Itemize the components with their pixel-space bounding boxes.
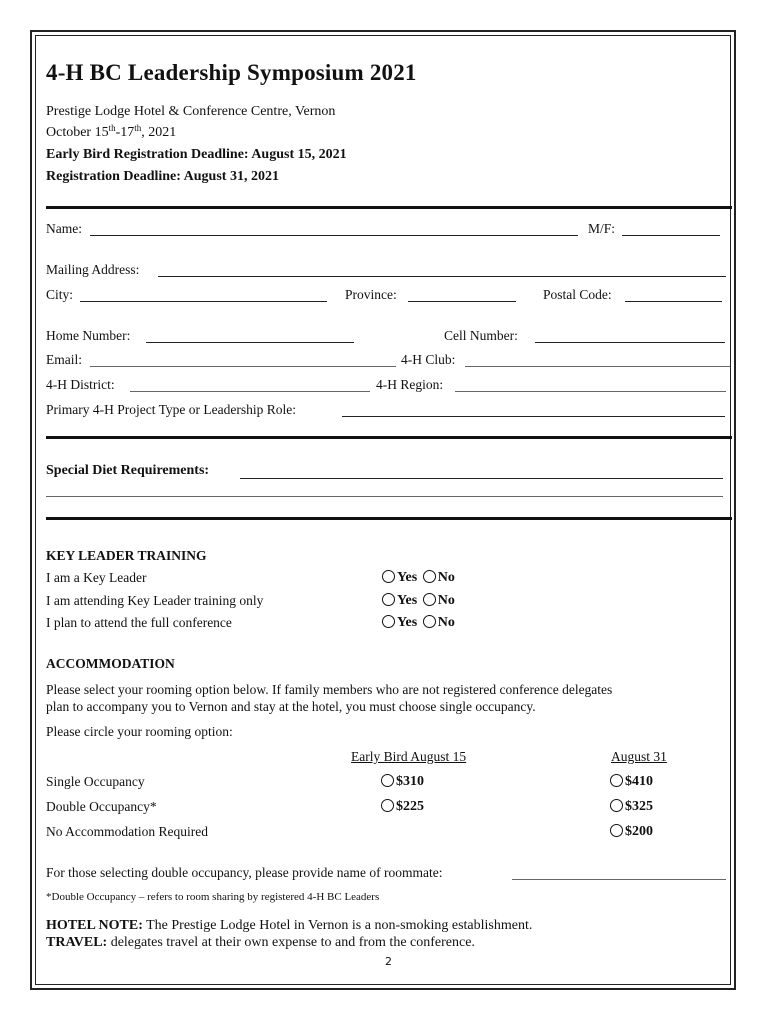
single-occupancy-label: Single Occupancy <box>46 774 145 789</box>
project-role-field[interactable] <box>342 416 725 417</box>
yes-radio[interactable] <box>382 615 395 628</box>
travel-note-label: TRAVEL: <box>46 935 108 950</box>
no-label: No <box>437 570 455 585</box>
event-dates: October 15th-17th, 2021 <box>46 123 177 140</box>
city-label: City: <box>46 287 74 302</box>
no-accommodation-radio[interactable] <box>610 824 623 837</box>
postal-code-label: Postal Code: <box>543 287 612 302</box>
yes-label: Yes <box>397 570 418 585</box>
yes-label: Yes <box>397 593 418 608</box>
club-field[interactable] <box>465 366 730 367</box>
double-regular-option <box>610 799 653 815</box>
mf-label: M/F: <box>588 221 616 236</box>
yes-radio[interactable] <box>382 570 395 583</box>
no-radio[interactable] <box>423 570 436 583</box>
price-label: $410 <box>625 774 653 789</box>
gender-field[interactable] <box>622 235 720 236</box>
diet-label: Special Diet Requirements: <box>46 463 210 478</box>
email-label: Email: <box>46 352 82 367</box>
single-regular-radio[interactable] <box>610 774 623 787</box>
roommate-field[interactable] <box>512 879 726 880</box>
region-field[interactable] <box>455 391 726 392</box>
accommodation-heading: ACCOMMODATION <box>46 656 175 671</box>
price-label: $310 <box>396 774 424 789</box>
home-number-label: Home Number: <box>46 328 131 343</box>
no-radio[interactable] <box>423 615 436 628</box>
key-leader-options <box>382 570 455 586</box>
postal-code-field[interactable] <box>625 301 722 302</box>
section-divider <box>46 517 732 520</box>
email-field[interactable] <box>90 366 396 367</box>
region-label: 4-H Region: <box>376 377 444 392</box>
club-label: 4-H Club: <box>401 352 456 367</box>
travel-note-text: delegates travel at their own expense to and from the conference. <box>107 935 475 950</box>
single-regular-option <box>610 774 653 790</box>
page-title: 4-H BC Leadership Symposium 2021 <box>46 60 417 85</box>
double-regular-radio[interactable] <box>610 799 623 812</box>
double-early-option <box>381 799 424 815</box>
city-field[interactable] <box>80 301 327 302</box>
cell-number-label: Cell Number: <box>444 328 518 343</box>
early-bird-deadline: Early Bird Registration Deadline: August 15, 2021 <box>46 147 347 162</box>
training-only-question: I am attending Key Leader training only <box>46 593 264 608</box>
district-label: 4-H District: <box>46 377 115 392</box>
yes-radio[interactable] <box>382 593 395 606</box>
price-label: $325 <box>625 799 653 814</box>
double-occupancy-footnote: *Double Occupancy – refers to room sharing by registered 4-H BC Leaders <box>46 891 380 903</box>
single-early-radio[interactable] <box>381 774 394 787</box>
section-divider <box>46 206 732 209</box>
province-field[interactable] <box>408 301 516 302</box>
full-conference-options <box>382 615 455 631</box>
early-bird-column-header: Early Bird August 15 <box>351 749 467 764</box>
rooming-prompt: Please circle your rooming option: <box>46 724 233 739</box>
no-accommodation-label: No Accommodation Required <box>46 824 208 839</box>
no-label: No <box>437 593 455 608</box>
district-field[interactable] <box>130 391 370 392</box>
section-divider <box>46 436 732 439</box>
full-conference-question: I plan to attend the full conference <box>46 615 232 630</box>
double-occupancy-label: Double Occupancy* <box>46 799 157 814</box>
accommodation-intro-1: Please select your rooming option below. If family members who are not registered conference delegates <box>46 682 613 697</box>
hotel-note <box>46 918 532 934</box>
mailing-address-field[interactable] <box>158 276 726 277</box>
yes-label: Yes <box>397 615 418 630</box>
province-label: Province: <box>345 287 397 302</box>
project-role-label: Primary 4-H Project Type or Leadership Role: <box>46 402 296 417</box>
venue: Prestige Lodge Hotel & Conference Centre, Vernon <box>46 104 336 119</box>
home-number-field[interactable] <box>146 342 354 343</box>
no-radio[interactable] <box>423 593 436 606</box>
mailing-address-label: Mailing Address: <box>46 262 140 277</box>
registration-deadline: Registration Deadline: August 31, 2021 <box>46 169 279 184</box>
single-early-option <box>381 774 424 790</box>
diet-field-line-2[interactable] <box>46 496 723 497</box>
hotel-note-text: The Prestige Lodge Hotel in Vernon is a non-smoking establishment. <box>142 918 533 933</box>
no-accommodation-option <box>610 824 653 840</box>
page-number: 2 <box>385 955 392 968</box>
accommodation-intro-2: plan to accompany you to Vernon and stay at the hotel, you must choose single occupancy. <box>46 699 536 714</box>
key-leader-question: I am a Key Leader <box>46 570 147 585</box>
regular-column-header: August 31 <box>611 749 667 764</box>
training-only-options <box>382 593 455 609</box>
diet-field[interactable] <box>240 478 723 479</box>
key-leader-heading: KEY LEADER TRAINING <box>46 548 207 563</box>
price-label: $200 <box>625 824 653 839</box>
no-label: No <box>437 615 455 630</box>
travel-note <box>46 935 475 951</box>
double-early-radio[interactable] <box>381 799 394 812</box>
name-field[interactable] <box>90 235 578 236</box>
roommate-prompt: For those selecting double occupancy, please provide name of roommate: <box>46 865 443 880</box>
hotel-note-label: HOTEL NOTE: <box>46 918 143 933</box>
name-label: Name: <box>46 221 82 236</box>
cell-number-field[interactable] <box>535 342 725 343</box>
price-label: $225 <box>396 799 424 814</box>
